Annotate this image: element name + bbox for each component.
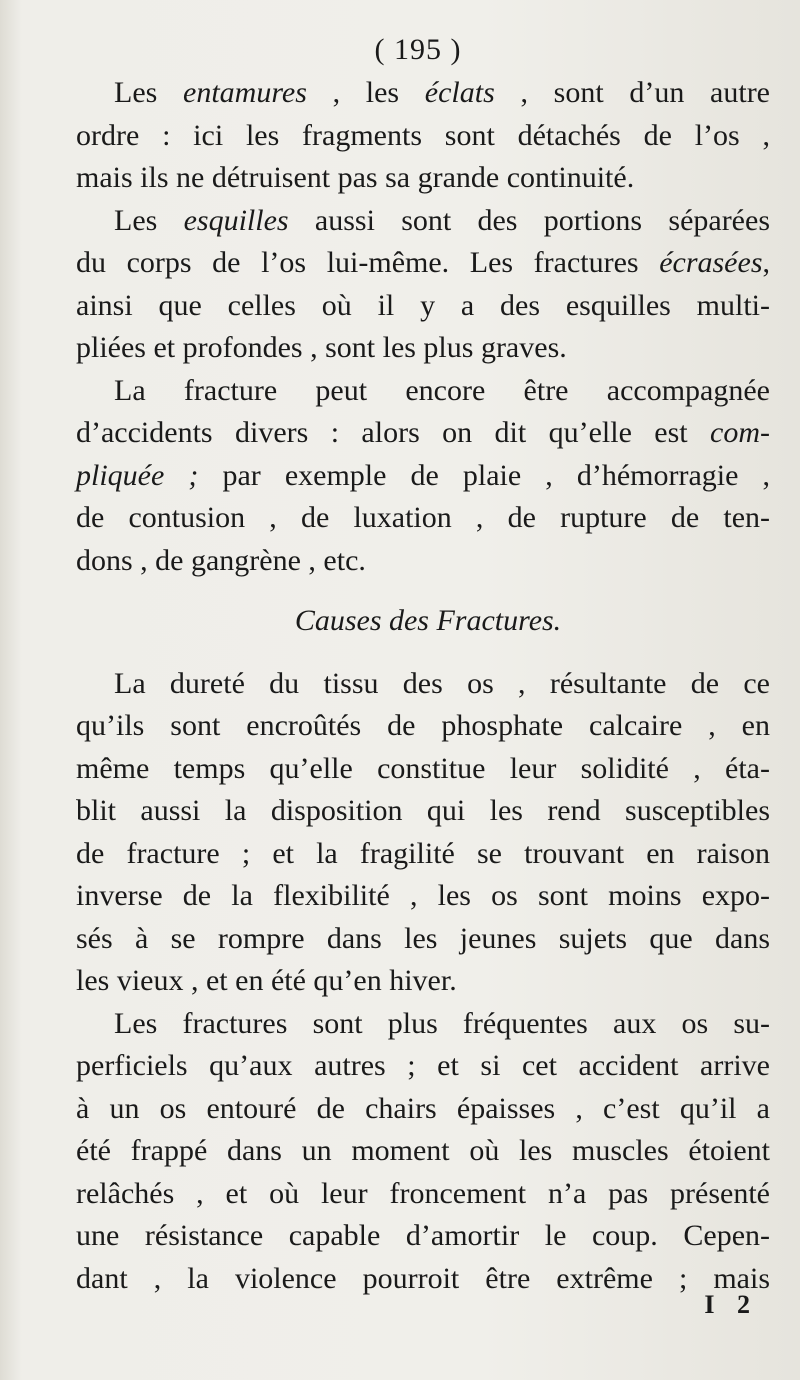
text-run: même temps qu’elle constitue leur solidité , éta- [76,751,770,785]
text-run: d’accidents divers : alors on dit qu’elle est [76,416,711,449]
paragraph [76,370,770,583]
text-line [76,1045,770,1088]
text-run: Les [114,203,184,237]
text-line [76,1258,770,1301]
text-run: pliées et profondes , sont les plus graves. [76,331,567,364]
text-run: La fracture peut encore être accompagnée [114,373,770,407]
text-line [76,790,770,833]
text-line [76,455,770,498]
signature-mark: I 2 [704,1290,758,1319]
text-run: les vieux , et en été qu’en hiver. [76,964,457,997]
italic-term: com- [710,416,770,449]
text-run: mais ils ne détruisent pas sa grande continuité. [76,161,635,194]
text-run: ainsi que celles où il y a des esquilles multi- [76,288,770,322]
text-line [76,875,770,918]
paragraph [76,72,770,200]
text-run: sés à se rompre dans les jeunes sujets que dans [76,921,770,955]
text-run: , les [306,76,425,109]
text-run: Les fractures sont plus fréquentes aux os su- [114,1006,770,1040]
text-block-definitions [76,72,770,582]
text-line [76,497,770,540]
text-run: de contusion , de luxation , de rupture de ten- [76,501,770,534]
text-line [76,412,770,455]
section-heading: Causes des Fractures. [294,604,562,637]
text-run: perficiels qu’aux autres ; et si cet accident arrive [76,1049,770,1082]
text-run: aussi sont des portions séparées [288,203,770,237]
text-line [76,833,770,876]
text-line [76,242,770,285]
paragraph [76,1003,770,1301]
text-line [76,370,770,413]
text-run: à un os entouré de chairs épaisses , c’est qu’il a [76,1091,770,1125]
italic-term: éclats [424,76,495,109]
text-line [76,540,770,583]
text-run: blit aussi la disposition qui les rend susceptibles [76,794,770,827]
text-run: été frappé dans un moment où les muscles étoient [76,1134,770,1167]
paragraph [76,200,770,370]
text-line [76,1173,770,1216]
text-run: relâchés , et où leur froncement n’a pas présenté [76,1176,770,1210]
text-run: de fracture ; et la fragilité se trouvant en raison [76,836,770,870]
italic-term: entamures [183,76,307,109]
text-line [76,960,770,1003]
text-line [76,1215,770,1258]
text-line [76,918,770,961]
text-run: ordre : ici les fragments sont détachés de l’os , [76,118,770,152]
text-line [76,327,770,370]
text-line [76,1130,770,1173]
text-run: , sont d’un autre [494,76,770,109]
paragraph [76,663,770,1003]
text-run: une résistance capable d’amortir le coup. Cepen- [76,1219,770,1252]
italic-term: esquilles [183,203,289,237]
text-line [76,157,770,200]
text-line [76,1003,770,1046]
text-line [76,72,770,115]
text-run: dons , de gangrène , etc. [76,543,366,577]
text-run: du corps de l’os lui-même. Les fractures [76,246,660,279]
text-run: dant , la violence pourroit être extrême ; mais [76,1261,770,1295]
text-line [76,285,770,328]
page-number-header: ( 195 ) [374,33,462,66]
text-line [76,200,770,243]
text-run: , [762,246,770,279]
text-line [76,748,770,791]
text-line [76,115,770,158]
text-run: Les [114,76,184,109]
text-run: La dureté du tissu des os , résultante de ce [114,666,770,700]
text-block-causes [76,663,770,1301]
text-run: inverse de la flexibilité , les os sont moins expo- [76,879,770,912]
text-run: qu’ils sont encroûtés de phosphate calcaire , en [76,709,770,742]
italic-term: pliquée ; [76,458,199,492]
italic-term: écrasées [659,246,763,279]
text-line [76,663,770,706]
text-line [76,1088,770,1131]
text-line [76,705,770,748]
text-run: par exemple de plaie , d’hémorragie , [198,458,771,492]
